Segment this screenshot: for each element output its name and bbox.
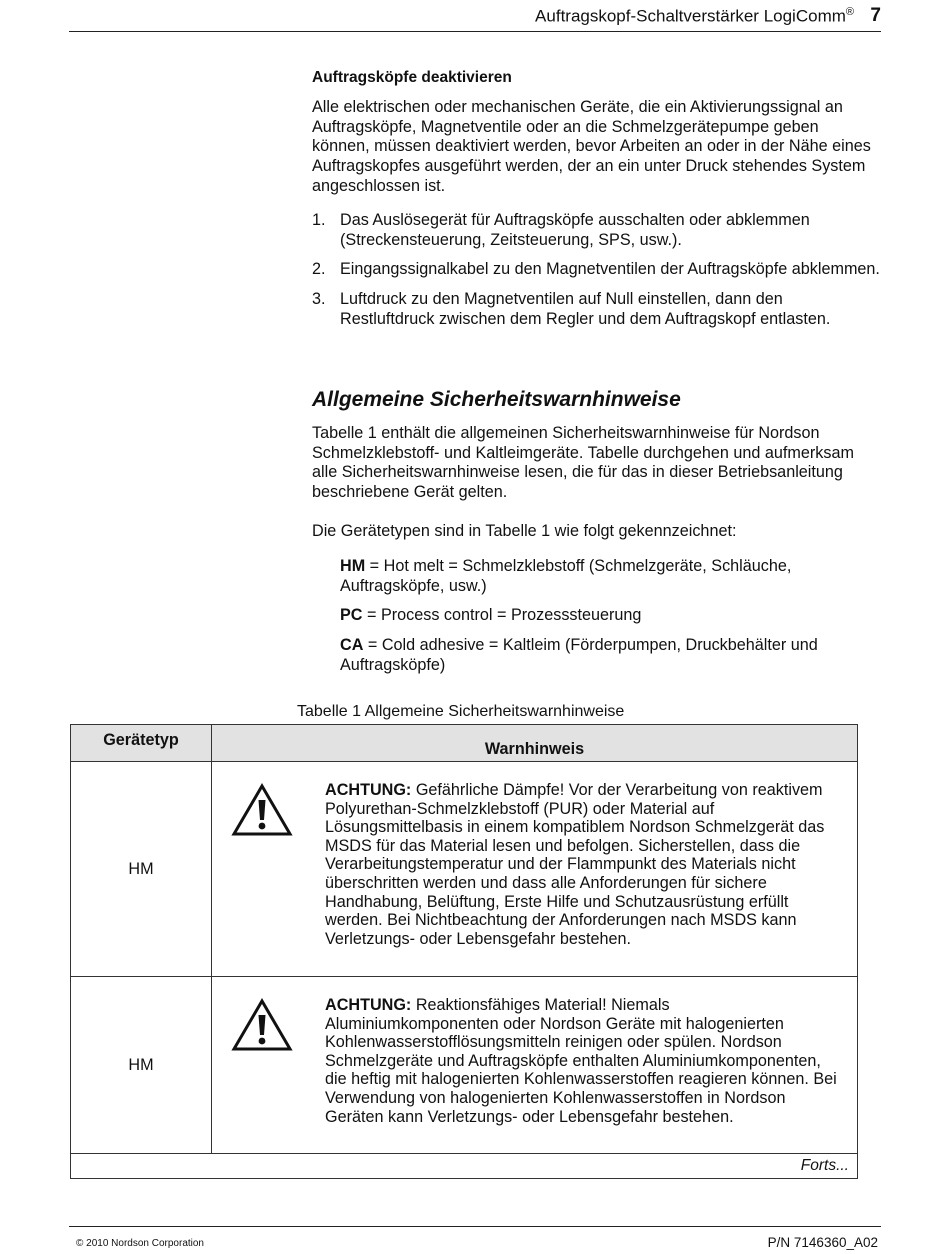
section-heading-deactivate: Auftragsköpfe deaktivieren: [312, 69, 512, 86]
copyright-notice: © 2010 Nordson Corporation: [76, 1238, 204, 1249]
warning-cell: [212, 762, 858, 977]
device-types-intro: Die Gerätetypen sind in Tabelle 1 wie folgt gekennzeichnet:: [312, 522, 737, 540]
page-number: 7: [870, 5, 881, 26]
table-continued-row: [71, 1154, 858, 1179]
general-intro-paragraph: Tabelle 1 enthält die allgemeinen Sicherheitswarnhinweise für Nordson Schmelzklebstoff- und Kaltleimgeräte. Tabelle durchgehen und aufmerksam alle Sicherheitswarnhinweise lesen, die für das in dieser Betriebsanleitung beschriebene Gerät gelten.: [312, 424, 854, 502]
table-caption: Tabelle 1 Allgemeine Sicherheitswarnhinweise: [297, 703, 625, 720]
device-type-definitions: [340, 557, 860, 686]
device-type-cell: HM: [71, 762, 212, 977]
step-item: 2. Eingangssignalkabel zu den Magnetventilen der Auftragsköpfe abklemmen.: [312, 260, 880, 279]
warning-text: ACHTUNG: Reaktionsfähiges Material! Niemals Aluminiumkomponenten oder Nordson Geräte mit halogenierten Kohlenwasserstofflösungsmitteln reinigen oder spülen. Nordson Schmelzgeräte und Auftragsköpfe enthalten Aluminiumkomponenten, die heftig mit halogenierten Kohlenwasserstoffen reagieren können. Bei Verwendung von halogenierten Kohlenwasserstoffen in Nordson Geräten kann Verletzungs- oder Lebensgefahr bestehen.: [325, 996, 837, 1126]
safety-warnings-table: [70, 724, 858, 1179]
header-divider: [69, 31, 881, 32]
section-heading-general-warnings: Allgemeine Sicherheitswarnhinweise: [312, 388, 681, 411]
definition-item: PC = Process control = Prozesssteuerung: [340, 606, 642, 625]
deactivation-steps-list: [312, 211, 880, 340]
warning-triangle-icon: [231, 998, 293, 1052]
device-type-cell: HM: [71, 977, 212, 1154]
column-header-warning: Warnhinweis: [212, 725, 858, 762]
warning-triangle-icon: [231, 783, 293, 837]
table-row: [71, 977, 858, 1154]
deactivate-intro-paragraph: Alle elektrischen oder mechanischen Geräte, die ein Aktivierungssignal an Auftragsköpfe, Magnetventile oder an die Schmelzgerätepumpe geben können, müssen deaktiviert werden, bevor Arbeiten an oder in der Nähe eines Auftragskopfes ausgeführt werden, der an ein unter Druck stehendes System angeschlossen ist.: [312, 98, 871, 195]
continued-note: Forts...: [71, 1154, 858, 1179]
step-item: 3. Luftdruck zu den Magnetventilen auf Null einstellen, dann den Restluftdruck zwischen dem Regler und dem Auftragskopf entlasten.: [312, 290, 831, 328]
definition-item: CA = Cold adhesive = Kaltleim (Förderpumpen, Druckbehälter und Auftragsköpfe): [340, 636, 818, 674]
running-header-title: Auftragskopf-Schaltverstärker LogiComm®: [535, 6, 854, 26]
part-number: P/N 7146360_A02: [767, 1235, 878, 1250]
table-header-row: [71, 725, 858, 762]
table-row: [71, 762, 858, 977]
definition-item: HM = Hot melt = Schmelzklebstoff (Schmelzgeräte, Schläuche, Auftragsköpfe, usw.): [340, 557, 792, 595]
warning-text: ACHTUNG: Gefährliche Dämpfe! Vor der Verarbeitung von reaktivem Polyurethan-Schmelzklebstoff (PUR) oder Material auf Lösungsmittelbasis in einem kompatiblem Nordson Schmelzgerät das MSDS für das Material lesen und befolgen. Sicherstellen, dass die Verarbeitungstemperatur und der Flammpunkt des Materials nicht überschritten werden und dass alle Anforderungen für sichere Handhabung, Belüftung, Erste Hilfe und Schutzausrüstung erfüllt werden. Bei Nichtbeachtung der Anforderungen nach MSDS kann Verletzungs- oder Lebensgefahr bestehen.: [325, 781, 825, 948]
warning-cell: [212, 977, 858, 1154]
step-item: 1. Das Auslösegerät für Auftragsköpfe ausschalten oder abklemmen (Streckensteuerung, Zeitsteuerung, SPS, usw.).: [312, 211, 810, 249]
footer-divider: [69, 1226, 881, 1227]
column-header-device-type: Gerätetyp: [71, 725, 212, 762]
